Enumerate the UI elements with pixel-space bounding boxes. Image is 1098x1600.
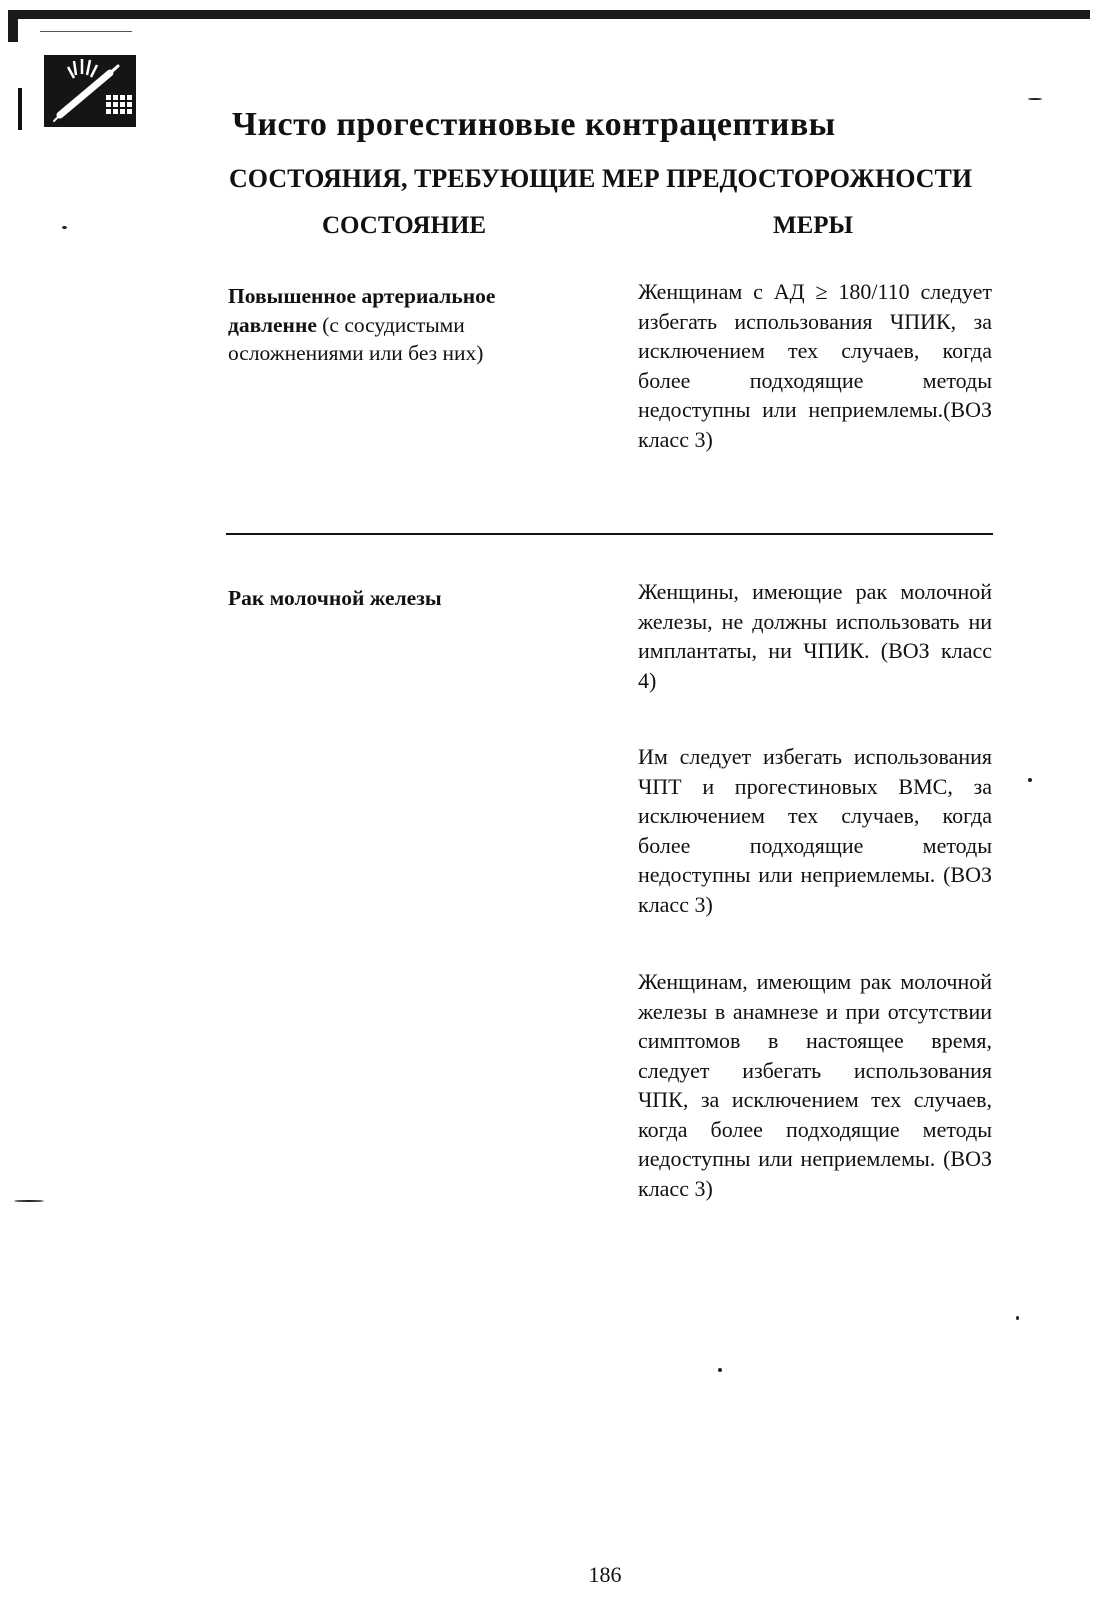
scan-speck [1016, 1316, 1019, 1320]
syringe-icon [44, 55, 136, 127]
row-2-condition [228, 584, 578, 613]
corner-rule [8, 18, 18, 42]
top-rule [8, 10, 1090, 19]
row-1-condition-name: Повышенное артериальное давленне [228, 284, 496, 337]
page-title: Чисто прогестиновые контрацептивы [232, 106, 836, 143]
row-1-condition-note: (с сосудистыми осложнениями или без них) [228, 312, 484, 365]
scan-speck [1028, 778, 1032, 782]
row-2-condition-name: Рак молочной железы [228, 586, 442, 610]
scan-speck [1028, 98, 1042, 100]
row-1-measures [638, 277, 992, 454]
column-header-condition: СОСТОЯНИЕ [322, 212, 487, 239]
row-2-measures [638, 577, 992, 695]
page-number: 186 [588, 1562, 622, 1587]
row-2-measures-b [638, 742, 992, 919]
section-subtitle: СОСТОЯНИЯ, ТРЕБУЮЩИЕ МЕР ПРЕДОСТОРОЖНОСТИ [229, 164, 973, 193]
scan-speck [62, 226, 67, 229]
row-divider [226, 533, 993, 535]
row-2-measure-2: Им следует избегать использования ЧПТ и прогестиновых ВМС, за исключением тех случаев, когда более подходящие методы недоступны или неприемлемы. (ВОЗ класс 3) [638, 744, 992, 917]
thin-rule [40, 31, 132, 32]
column-header-measures: МЕРЫ [773, 212, 854, 239]
row-1-measure-1: Женщинам с АД ≥ 180/110 следует избегать использования ЧПИК, за исключением тех случаев, когда более подходящие методы недоступны или неприемлемы.(ВОЗ класс 3) [638, 279, 992, 452]
row-1-condition [228, 282, 578, 368]
scan-speck [718, 1368, 722, 1372]
row-2-measure-3: Женщинам, имеющим рак молочной железы в анамнезе и при отсутствии симптомов в настоящее время, следует избегать использования ЧПК, за исключением тех случаев, когда более подходящие методы иедоступны или неприемлемы. (ВОЗ класс 3) [638, 969, 992, 1201]
row-2-measures-c [638, 967, 992, 1203]
row-2-measure-1: Женщины, имеющие рак молочной железы, не должны использовать ни имплантаты, ни ЧПИК. (ВОЗ класс 4) [638, 579, 992, 693]
scan-speck [14, 1200, 44, 1202]
margin-bar [18, 88, 22, 130]
